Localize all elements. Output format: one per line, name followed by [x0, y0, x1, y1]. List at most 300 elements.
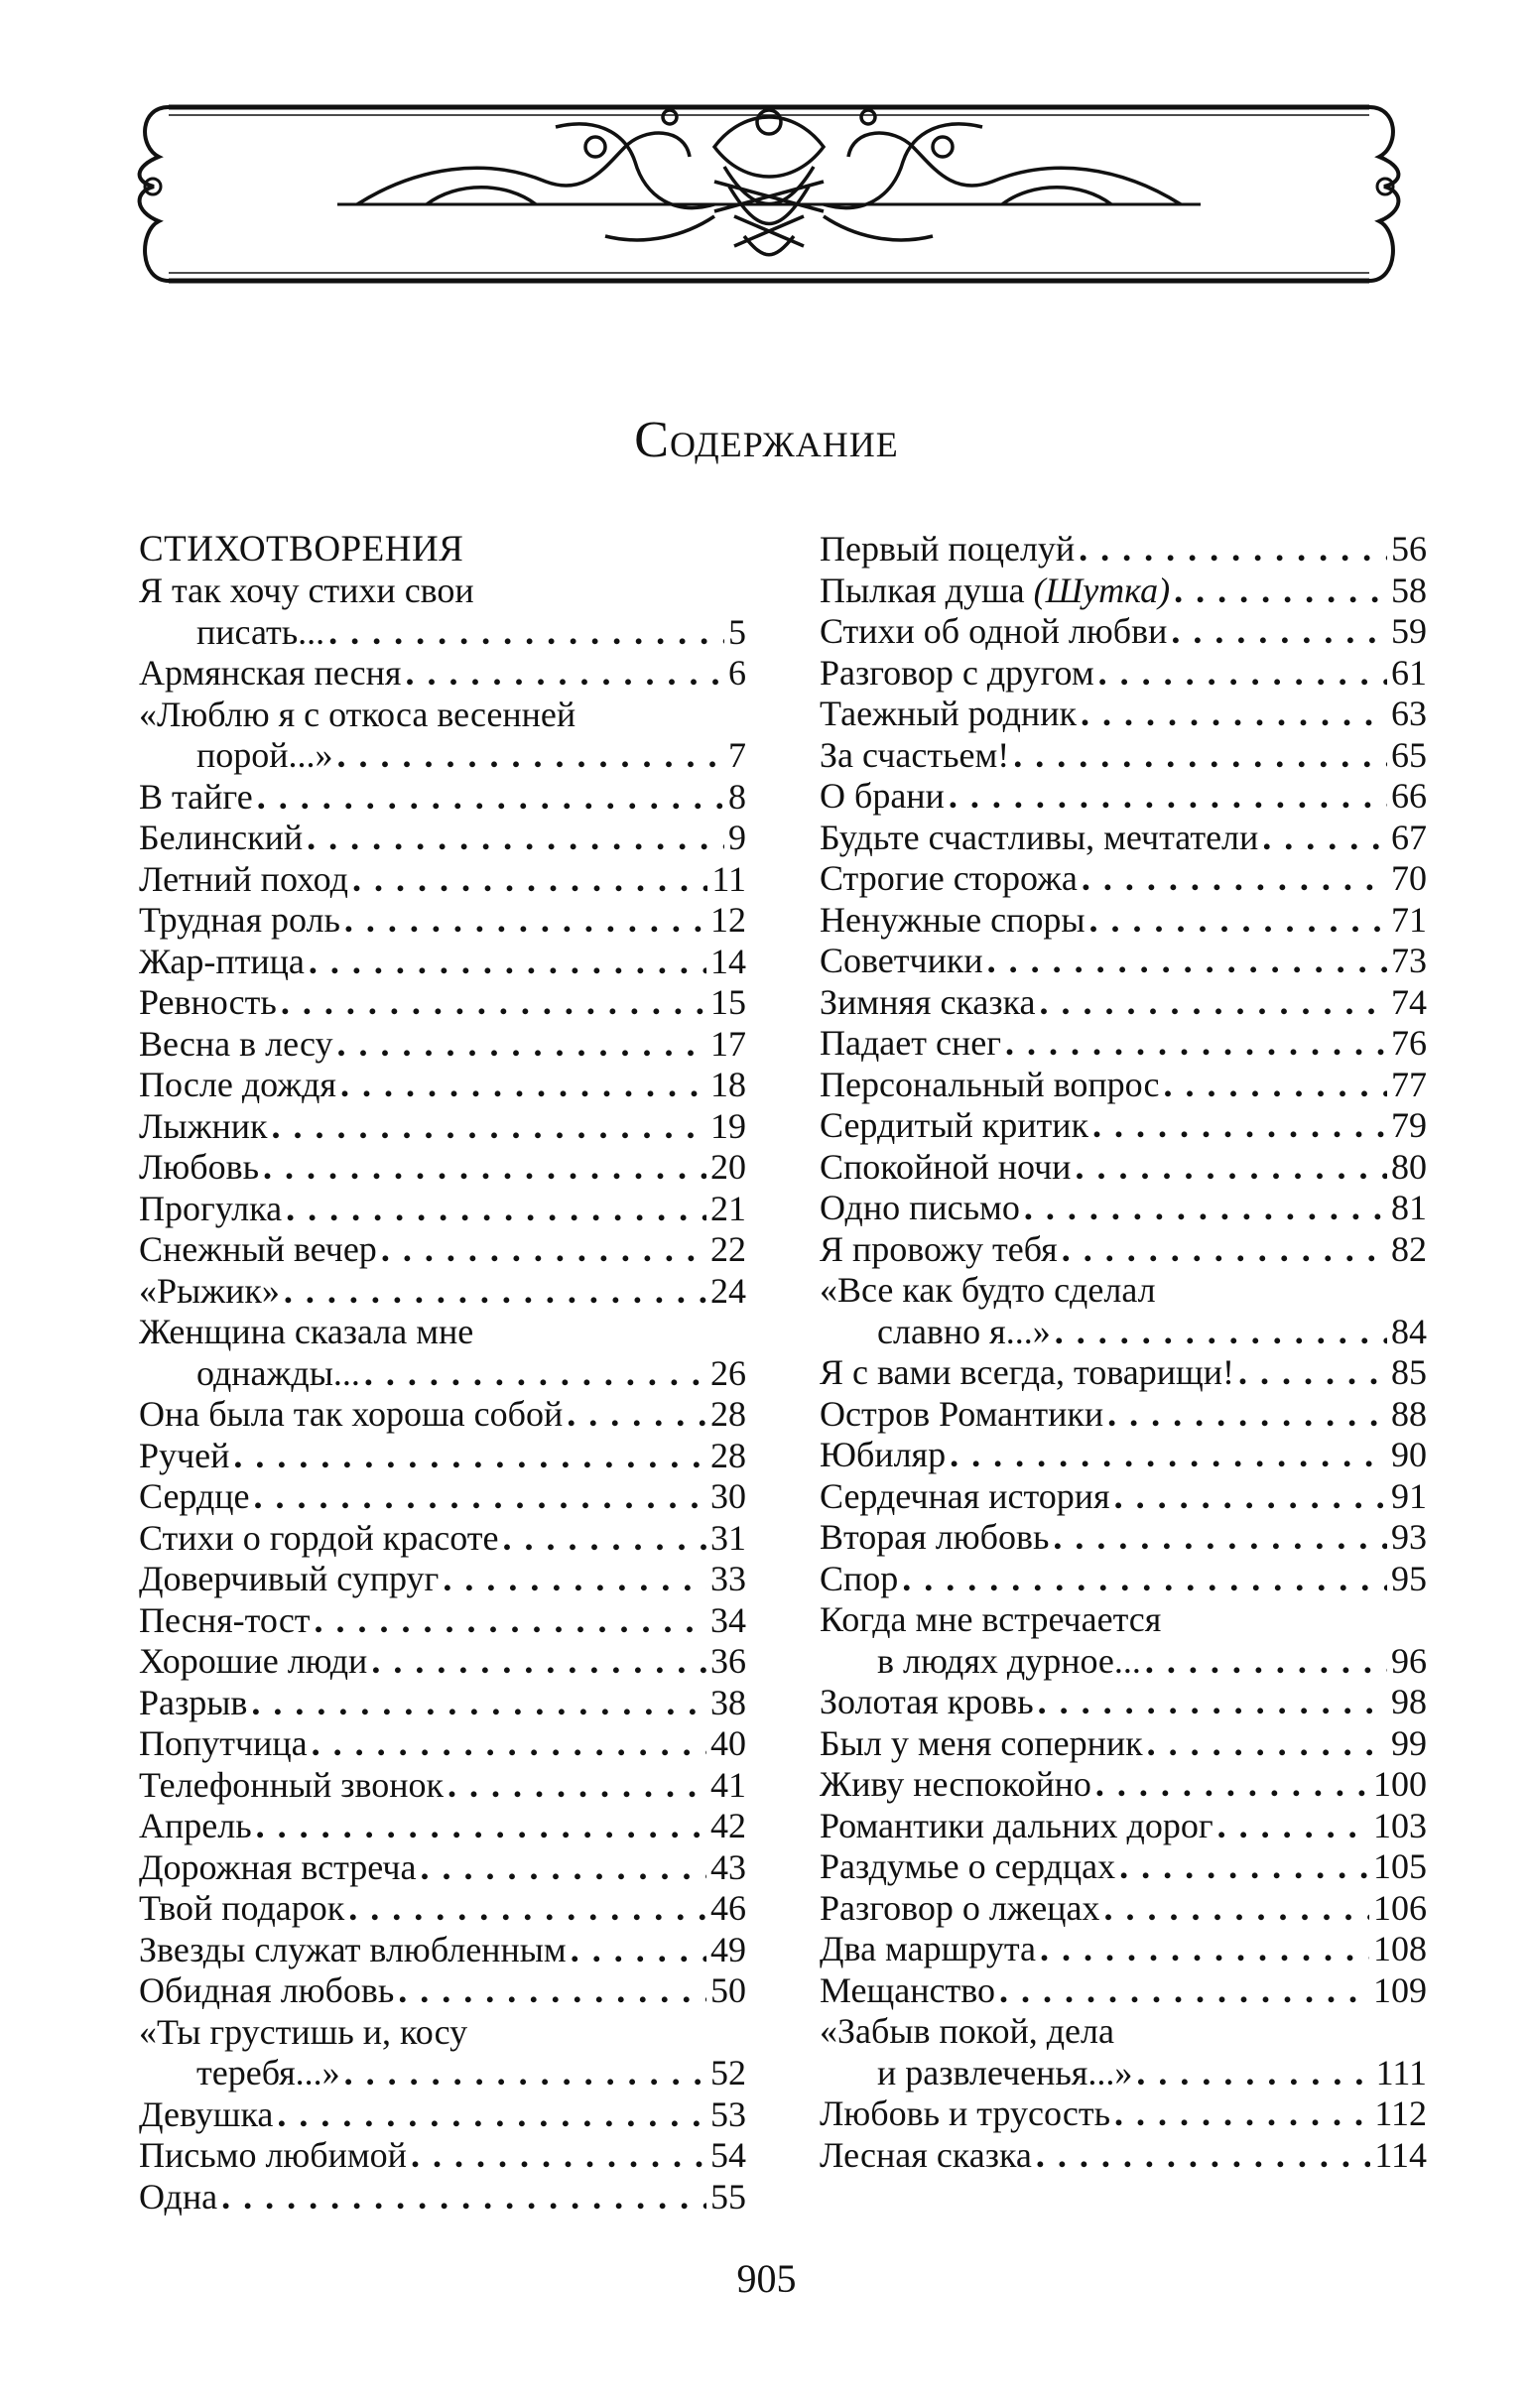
- toc-entry-title: [820, 1394, 1103, 1436]
- toc-entry: [139, 1559, 746, 1600]
- toc-entry-page: 28: [710, 1435, 746, 1475]
- dot-leader: [1145, 1641, 1387, 1683]
- toc-entry-page: 21: [710, 1188, 746, 1228]
- toc-entry: [820, 1682, 1427, 1723]
- dot-leader: [398, 1970, 706, 2012]
- dot-leader: [336, 1024, 706, 1066]
- dot-leader: [251, 1683, 706, 1724]
- toc-entry-title: [139, 1518, 498, 1560]
- toc-entry: [139, 1723, 746, 1765]
- toc-entry-page: 100: [1373, 1764, 1427, 1804]
- dot-leader: [1171, 611, 1387, 653]
- toc-entry-title-text: Доверчивый супруг: [139, 1559, 440, 1598]
- toc-entry: [820, 1517, 1427, 1559]
- toc-entry-title: [139, 1189, 282, 1230]
- toc-entry-line: [139, 777, 746, 819]
- toc-entry-line: [820, 570, 1427, 612]
- toc-entry-line: [139, 735, 746, 777]
- toc-entry-title-text: Живу неспокойно: [820, 1764, 1091, 1804]
- toc-entry-title-text: Два маршрута: [820, 1929, 1036, 1968]
- toc-entry-title: [820, 1723, 1143, 1765]
- toc-entry-title-text: Советчики: [820, 941, 983, 980]
- toc-entry-title-text: После дождя: [139, 1065, 336, 1104]
- toc-entry: [139, 982, 746, 1024]
- toc-entry-page: 73: [1391, 941, 1427, 980]
- section-title: СТИХОТВОРЕНИЯ: [139, 529, 464, 570]
- toc-entry: [139, 1312, 746, 1394]
- toc-entry-page: 11: [711, 858, 746, 899]
- toc-entry-page: 112: [1374, 2093, 1427, 2133]
- toc-entry-title: [139, 695, 575, 736]
- dot-leader: [902, 1559, 1387, 1600]
- toc-entry: [820, 1846, 1427, 1888]
- toc-entry-line: [820, 529, 1427, 570]
- toc-entry-page: 79: [1391, 1105, 1427, 1145]
- toc-entry: [820, 1764, 1427, 1806]
- toc-entry: [139, 1683, 746, 1724]
- toc-entry-title: [820, 818, 1258, 859]
- toc-entry-page: 6: [728, 653, 746, 693]
- toc-entry-title: [139, 982, 277, 1024]
- toc-entry-page: 26: [710, 1352, 746, 1393]
- toc-entry-title-text: славно я...»: [877, 1311, 1051, 1351]
- toc-entry-line: [820, 858, 1427, 900]
- toc-entry-line: [820, 1435, 1427, 1476]
- toc-entry-line: [139, 1024, 746, 1066]
- toc-entry: [139, 2135, 746, 2177]
- toc-entry-line: [139, 612, 746, 654]
- dot-leader: [447, 1765, 706, 1807]
- toc-entry: [820, 858, 1427, 900]
- toc-entry-line: [139, 2135, 746, 2177]
- toc-entry: [820, 1435, 1427, 1476]
- dot-leader: [1098, 653, 1387, 695]
- toc-entry-page: 20: [710, 1147, 746, 1187]
- toc-entry-title: [820, 694, 1077, 735]
- toc-entry-title: [820, 1476, 1110, 1518]
- dot-leader: [1040, 982, 1387, 1024]
- toc-entry-title: [820, 1147, 1071, 1189]
- toc-entry: [139, 1436, 746, 1477]
- toc-entry-line: [139, 1189, 746, 1230]
- toc-entry-page: 58: [1391, 570, 1427, 610]
- toc-entry-title-text: «Все как будто сделал: [820, 1270, 1156, 1310]
- toc-entry: [820, 1723, 1427, 1765]
- toc-entry-title-text: За счастьем!: [820, 734, 1010, 775]
- toc-entry-line: [820, 611, 1427, 653]
- toc-entry-line: [820, 1476, 1427, 1518]
- toc-entry-page: 84: [1391, 1311, 1427, 1351]
- toc-entry: [820, 1970, 1427, 2012]
- toc-entry: [820, 1476, 1427, 1518]
- toc-entry-title-text: Таежный родник: [820, 694, 1077, 733]
- toc-entry: [820, 1105, 1427, 1147]
- toc-entry-page: 88: [1391, 1393, 1427, 1434]
- toc-entry: [139, 818, 746, 859]
- toc-entry-title-text: Я с вами всегда, товарищи!: [820, 1352, 1234, 1392]
- toc-entry-title: [820, 1065, 1160, 1106]
- toc-entry-line: [820, 1312, 1427, 1353]
- toc-entry-title: [820, 735, 1009, 777]
- toc-entry-line: [820, 1806, 1427, 1847]
- toc-entry-page: 114: [1374, 2134, 1427, 2175]
- toc-entry: [139, 1888, 746, 1930]
- toc-entry-page: 55: [710, 2176, 746, 2217]
- toc-entry: [139, 570, 746, 653]
- toc-entry-title-text: Одно письмо: [820, 1188, 1020, 1227]
- toc-entry-title-text: Любовь и трусость: [820, 2093, 1111, 2133]
- toc-entry-page: 111: [1375, 2052, 1427, 2092]
- toc-entry-page: 105: [1373, 1846, 1427, 1886]
- toc-entry-title-text: Обидная любовь: [139, 1970, 395, 2010]
- toc-entry-title-text: Любовь: [139, 1147, 260, 1187]
- toc-entry-page: 95: [1391, 1558, 1427, 1598]
- dot-leader: [1174, 570, 1387, 612]
- toc-entry-title: [139, 1765, 444, 1807]
- dot-leader: [1147, 1723, 1387, 1765]
- toc-entry-title: [139, 1723, 308, 1765]
- toc-entry-line: [139, 1271, 746, 1313]
- toc-left-column: [139, 529, 746, 2218]
- toc-entry-title-text: Строгие сторожа: [820, 858, 1078, 898]
- toc-entry-title-text: Ручей: [139, 1435, 230, 1475]
- toc-entry-title-text: Дорожная встреча: [139, 1846, 417, 1887]
- toc-entry-title-text: Мещанство: [820, 1969, 995, 2010]
- toc-entry-title-text: Девушка: [139, 2093, 274, 2134]
- toc-entry-line: [139, 653, 746, 695]
- toc-entry-title: [139, 1312, 473, 1353]
- toc-entry-page: 42: [710, 1806, 746, 1845]
- toc-entry: [139, 1065, 746, 1106]
- toc-entry-title: [820, 1599, 1161, 1641]
- toc-entry-page: 53: [710, 2093, 746, 2134]
- toc-entry-line: [139, 1970, 746, 2012]
- toc-entry-title: [139, 1106, 268, 1148]
- toc-entry: [139, 2012, 746, 2094]
- toc-entry-title-text: Лыжник: [139, 1105, 268, 1146]
- toc-entry-line: [139, 982, 746, 1024]
- toc-entry: [139, 1189, 746, 1230]
- toc-entry-line: [820, 2053, 1427, 2094]
- dot-leader: [337, 735, 724, 777]
- toc-entry: [139, 1518, 746, 1560]
- toc-entry-title-text: Золотая кровь: [820, 1682, 1034, 1721]
- dot-leader: [420, 1847, 706, 1889]
- toc-entry: [139, 859, 746, 901]
- toc-entry-title: [139, 2135, 407, 2177]
- toc-entry-page: 38: [710, 1682, 746, 1722]
- toc-entry-title-text: Ненужные споры: [820, 899, 1086, 940]
- toc-entry-page: 98: [1391, 1682, 1427, 1721]
- toc-entry-list: [139, 570, 746, 2218]
- toc-entry: [139, 1765, 746, 1807]
- dot-leader: [381, 1229, 706, 1271]
- toc-entry-title-text: Письмо любимой: [139, 2135, 407, 2175]
- toc-entry-title-text: Когда мне встречается: [820, 1599, 1162, 1639]
- page-number: 905: [736, 2256, 797, 2301]
- toc-entry: [820, 1929, 1427, 1970]
- toc-entry-title-text: Был у меня соперник: [820, 1722, 1143, 1763]
- dot-leader: [1103, 1888, 1369, 1930]
- dot-leader: [1082, 858, 1387, 900]
- toc-entry-line: [139, 1641, 746, 1683]
- toc-entry: [820, 1599, 1427, 1682]
- toc-entry-page: 52: [710, 2053, 746, 2092]
- toc-entry: [139, 1847, 746, 1889]
- toc-entry: [820, 529, 1427, 570]
- toc-entry: [820, 1352, 1427, 1394]
- dot-leader: [256, 1806, 706, 1847]
- toc-entry-title: [820, 1929, 1036, 1970]
- toc-entry: [820, 1188, 1427, 1229]
- toc-entry-line: [820, 1352, 1427, 1394]
- dot-leader: [272, 1106, 707, 1148]
- toc-entry-page: 40: [710, 1723, 746, 1763]
- toc-entry-page: 49: [710, 1929, 746, 1969]
- dot-leader: [1062, 1229, 1387, 1271]
- dot-leader: [1081, 694, 1387, 735]
- toc-entry: [820, 1229, 1427, 1271]
- toc-entry-line: [820, 1641, 1427, 1683]
- toc-entry-line: [139, 695, 746, 736]
- toc-entry-line: [820, 818, 1427, 859]
- toc-entry-line: [139, 818, 746, 859]
- dot-leader: [987, 941, 1387, 982]
- dot-leader: [1119, 1846, 1369, 1888]
- toc-entry-line: [820, 1229, 1427, 1271]
- toc-entry-title-text: Разрыв: [139, 1682, 248, 1722]
- toc-entry-page: 93: [1391, 1517, 1427, 1557]
- toc-entry-title: [820, 1888, 1099, 1930]
- toc-entry-page: 54: [710, 2135, 746, 2175]
- toc-entry: [139, 1024, 746, 1066]
- dot-leader: [443, 1559, 706, 1600]
- toc-entry-line: [139, 1229, 746, 1271]
- toc-entry-page: 24: [710, 1270, 746, 1311]
- toc-entry-page: 106: [1373, 1887, 1427, 1928]
- toc-right-column: [820, 529, 1427, 2176]
- dot-leader: [1092, 1105, 1387, 1147]
- toc-entry-title-text: Первый поцелуй: [820, 529, 1076, 569]
- toc-entry-title: [139, 1559, 439, 1600]
- toc-entry-title-text: Телефонный звонок: [139, 1764, 445, 1805]
- toc-entry: [820, 1888, 1427, 1930]
- toc-entry-title: [139, 570, 474, 612]
- dot-leader: [1024, 1188, 1387, 1229]
- toc-entry-page: 63: [1391, 694, 1427, 733]
- toc-entry-line: [820, 1065, 1427, 1106]
- toc-entry-page: 76: [1391, 1023, 1427, 1063]
- toc-entry-title: [820, 900, 1086, 942]
- toc-entry-line: [820, 2011, 1427, 2053]
- toc-entry-title: [820, 1188, 1020, 1229]
- toc-entry-title: [139, 1970, 394, 2012]
- toc-entry-title: [820, 529, 1075, 570]
- toc-entry-line: [820, 1764, 1427, 1806]
- toc-entry: [820, 1806, 1427, 1847]
- toc-entry-title: [877, 2053, 1132, 2094]
- toc-entry: [820, 735, 1427, 777]
- dot-leader: [315, 1600, 706, 1642]
- toc-entry-page: 7: [728, 735, 746, 775]
- dot-leader: [284, 1271, 706, 1313]
- toc-entry-line: [139, 1065, 746, 1106]
- dot-leader: [1107, 1394, 1387, 1436]
- toc-entry-title: [139, 818, 303, 859]
- toc-entry-line: [139, 1723, 746, 1765]
- toc-entry: [820, 1147, 1427, 1189]
- toc-entry-line: [820, 1723, 1427, 1765]
- toc-entry-title-text: Пылкая душа: [820, 570, 1025, 610]
- dot-leader: [364, 1353, 706, 1395]
- toc-entry: [820, 776, 1427, 818]
- toc-entry-title-text: и развлеченья...»: [877, 2052, 1133, 2092]
- dot-leader: [1217, 1806, 1369, 1847]
- toc-entry-line: [820, 1846, 1427, 1888]
- toc-entry-title-text: «Забыв покой, дела: [820, 2011, 1114, 2051]
- dot-leader: [567, 1394, 706, 1436]
- dot-leader: [1114, 1476, 1387, 1518]
- toc-entry-title: [139, 1271, 280, 1313]
- toc-entry-line: [820, 941, 1427, 982]
- toc-entry-page: 59: [1391, 611, 1427, 651]
- toc-entry-line: [139, 1106, 746, 1148]
- toc-entry-title-text: В тайге: [139, 776, 253, 817]
- toc-entry-line: [139, 859, 746, 901]
- toc-entry-line: [820, 1147, 1427, 1189]
- toc-entry-title-text: Белинский: [139, 818, 304, 857]
- toc-entry-title-text: Лесная сказка: [820, 2134, 1032, 2175]
- dot-leader: [286, 1189, 706, 1230]
- toc-entry-title-text: Я провожу тебя: [820, 1228, 1058, 1269]
- toc-entry-page: 12: [710, 900, 746, 940]
- dot-leader: [1005, 1023, 1387, 1065]
- toc-entry-title-text: Она была так хороша собой: [139, 1394, 564, 1434]
- toc-entry-title-text: Твой подарок: [139, 1888, 345, 1928]
- toc-entry-title: [139, 1147, 259, 1189]
- page-title: Содержание: [634, 412, 899, 468]
- toc-entry-line: [139, 1353, 746, 1395]
- toc-entry: [139, 695, 746, 777]
- toc-entry-title: [820, 1270, 1156, 1312]
- toc-entry-title: [196, 612, 324, 654]
- toc-entry: [139, 653, 746, 695]
- toc-entry: [139, 1600, 746, 1642]
- toc-entry-title: [820, 1806, 1214, 1847]
- toc-entry-line: [820, 1970, 1427, 2012]
- toc-entry-line: [820, 1105, 1427, 1147]
- toc-entry-line: [139, 1147, 746, 1189]
- dot-leader: [328, 612, 724, 654]
- toc-entry-page: 109: [1373, 1969, 1427, 2010]
- dot-leader: [254, 1476, 706, 1518]
- toc-entry: [820, 694, 1427, 735]
- toc-entry-page: 108: [1373, 1929, 1427, 1968]
- toc-entry-title-text: Раздумье о сердцах: [820, 1846, 1116, 1886]
- toc-entry-title: [139, 1683, 247, 1724]
- toc-entry: [139, 1930, 746, 1971]
- toc-entry-title: [139, 777, 253, 819]
- toc-entry: [820, 982, 1427, 1024]
- toc-entry-title-text: Вторая любовь: [820, 1517, 1050, 1557]
- dot-leader: [281, 982, 706, 1024]
- toc-entry-line: [139, 942, 746, 983]
- dot-leader: [502, 1518, 706, 1560]
- dot-leader: [1114, 2093, 1370, 2135]
- toc-entry-line: [139, 1888, 746, 1930]
- toc-entry: [139, 900, 746, 942]
- toc-entry-page: 34: [710, 1599, 746, 1640]
- dot-leader: [405, 653, 724, 695]
- toc-entry-page: 8: [728, 776, 746, 817]
- toc-entry-page: 31: [710, 1517, 746, 1558]
- toc-entry-title-text: Трудная роль: [139, 900, 340, 940]
- toc-entry-page: 96: [1391, 1640, 1427, 1681]
- toc-entry-title: [877, 1312, 1051, 1353]
- toc-entry-title: [820, 570, 1170, 612]
- dot-leader: [1079, 529, 1387, 570]
- toc-entry-page: 82: [1391, 1228, 1427, 1269]
- toc-entry-title: [139, 2094, 273, 2136]
- toc-entry-line: [139, 570, 746, 612]
- toc-entry: [139, 1106, 746, 1148]
- toc-entry: [820, 1394, 1427, 1436]
- toc-entry-title: [820, 941, 983, 982]
- toc-entry-line: [820, 1888, 1427, 1930]
- toc-entry-title-text: Жар-птица: [139, 941, 305, 981]
- toc-entry-title-text: Ревность: [139, 982, 277, 1022]
- toc-entry-title-text: Армянская песня: [139, 653, 402, 693]
- dot-leader: [233, 1436, 706, 1477]
- toc-entry-page: 50: [710, 1970, 746, 2010]
- toc-entry-title: [139, 1476, 250, 1518]
- toc-entry-title-text: Сердечная история: [820, 1475, 1110, 1516]
- toc-entry-title: [196, 735, 333, 777]
- toc-entry-line: [820, 2093, 1427, 2135]
- toc-entry-title: [139, 859, 348, 901]
- toc-entry-line: [820, 776, 1427, 818]
- toc-entry: [820, 2093, 1427, 2135]
- dot-leader: [1075, 1147, 1387, 1189]
- toc-entry-title: [820, 653, 1094, 695]
- toc-entry-page: 65: [1391, 734, 1427, 775]
- toc-entry-title-text: Спор: [820, 1558, 899, 1598]
- toc-entry-line: [820, 1559, 1427, 1600]
- toc-entry-line: [139, 1847, 746, 1889]
- toc-entry-title-text: Разговор с другом: [820, 652, 1094, 693]
- toc-entry-page: 61: [1391, 652, 1427, 693]
- toc-entry-page: 46: [710, 1888, 746, 1928]
- toc-entry-title-text: «Ты грустишь и, косу: [139, 2011, 468, 2052]
- toc-entry-title-text: Звезды служат влюбленным: [139, 1929, 567, 1969]
- toc-entry-title-text: «Люблю я с откоса весенней: [139, 694, 576, 734]
- toc-entry-page: 80: [1391, 1146, 1427, 1187]
- toc-entry-title: [820, 776, 945, 818]
- toc-entry-line: [820, 735, 1427, 777]
- toc-entry: [139, 777, 746, 819]
- toc-entry-title: [820, 1970, 995, 2012]
- toc-entry-page: 9: [728, 818, 746, 857]
- toc-entry-title-text: Летний поход: [139, 858, 348, 899]
- toc-entry-title: [139, 1436, 229, 1477]
- toc-entry: [139, 1806, 746, 1847]
- toc-entry-title: [139, 1930, 567, 1971]
- toc-entry-title: [820, 1682, 1034, 1723]
- toc-entry-page: 74: [1391, 981, 1427, 1022]
- dot-leader: [1053, 1517, 1387, 1559]
- toc-entry-line: [820, 2135, 1427, 2177]
- toc-entry-title: [139, 2012, 467, 2054]
